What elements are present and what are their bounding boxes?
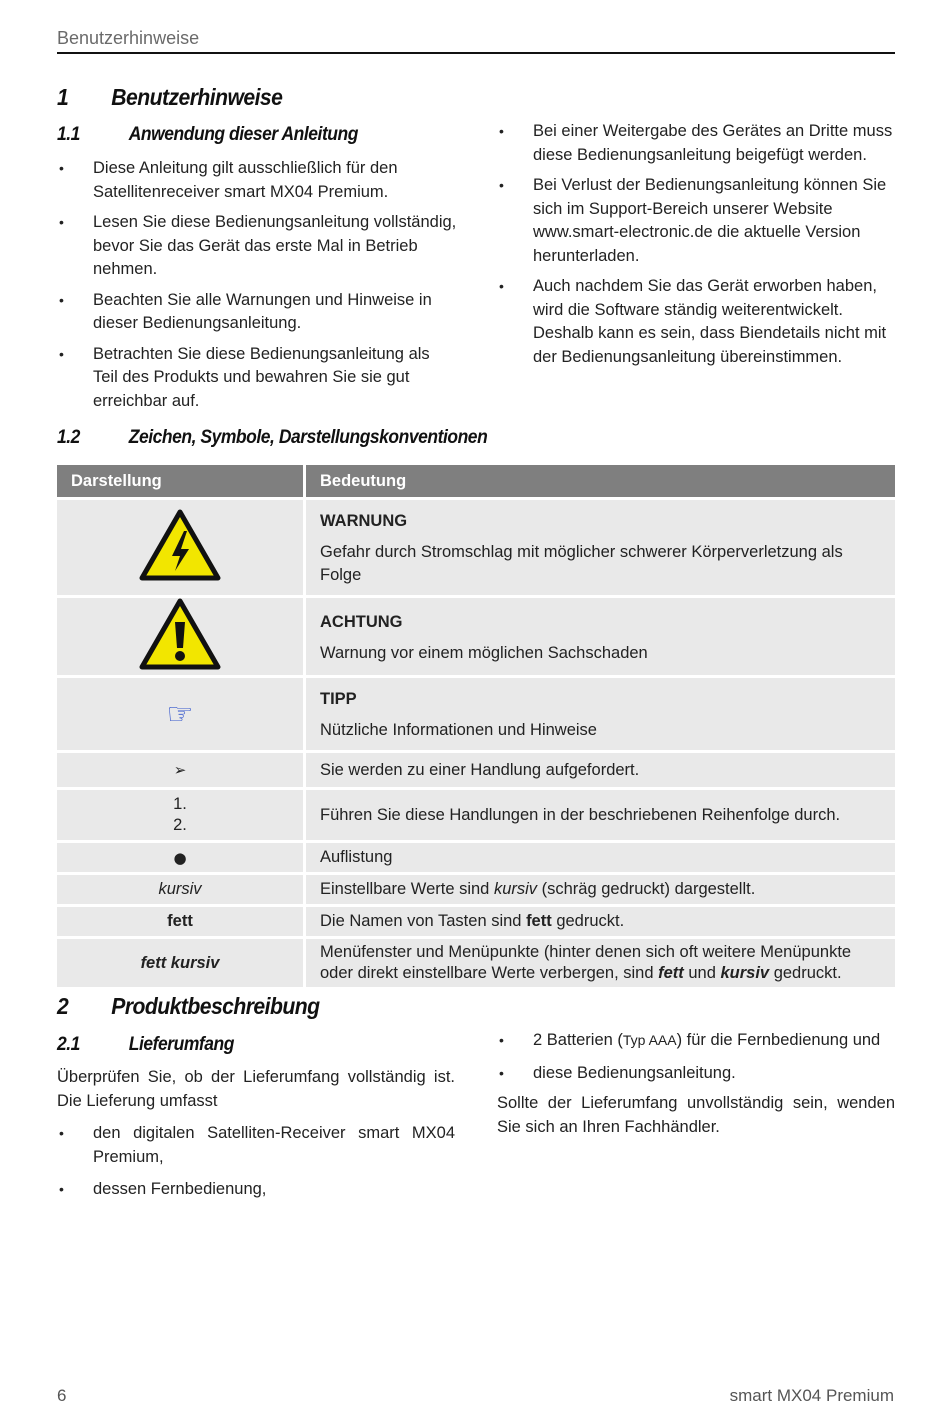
bullet-icon: • <box>59 214 64 230</box>
list-item: • Diese Anleitung gilt ausschließlich für den Satellitenreceiver smart MX04 Premium. <box>59 159 398 201</box>
bold-italic-meaning-cell: Menüfenster und Menüpunkte (hinter denen sich oft weitere Menüpunkte oder direkt einstellbare Werte verbergen, sind fett und kursiv gedruckt. <box>303 936 895 987</box>
caution-symbol-cell <box>57 595 303 675</box>
section-1-1-right-column <box>497 120 895 376</box>
section-1-1-heading <box>57 124 358 146</box>
table-header-row <box>57 465 895 497</box>
bold-symbol-cell: fett <box>57 904 303 936</box>
list-item: • 2 Batterien (Typ AAA) für die Fernbedienung und <box>497 1029 895 1053</box>
section-2-1-heading <box>57 1034 234 1056</box>
table-row <box>57 936 895 987</box>
delivery-bullet-list-left <box>57 1122 455 1202</box>
section-2-title: Produktbeschreibung <box>111 993 320 1019</box>
list-item: • diese Bedienungsanleitung. <box>497 1062 895 1086</box>
section-1-1-number: 1.1 <box>57 124 80 145</box>
section-1-title: Benutzerhinweise <box>111 84 283 110</box>
list-symbol-cell <box>57 840 303 872</box>
section-2-1-number: 2.1 <box>57 1034 80 1055</box>
section-2-1-left-column <box>57 1066 455 1209</box>
table-row <box>57 840 895 872</box>
list-item: • dessen Fernbedienung, <box>57 1178 455 1202</box>
bullet-icon: • <box>59 1181 64 1197</box>
section-1-2-heading <box>57 427 487 449</box>
list-item: • Auch nachdem Sie das Gerät erworben haben, wird die Software ständig weiterentwickelt. Deshalb kann es sein, dass Biendetails nicht mit der Bedienungsanleitung übereinstimmen. <box>499 277 887 366</box>
bullet-icon: • <box>499 1032 504 1048</box>
list-item: • Betrachten Sie diese Bedienungsanleitung als Teil des Produkts und bewahren Sie sie gut erreichbar auf. <box>59 344 430 410</box>
bullet-icon: • <box>59 1125 64 1141</box>
action-text: Sie werden zu einer Handlung aufgefordert. <box>303 750 895 787</box>
section-2-number: 2 <box>57 993 69 1019</box>
sequence-symbol-cell <box>57 787 303 840</box>
table-row <box>57 750 895 787</box>
table-row <box>57 675 895 750</box>
list-item: • Bei Verlust der Bedienungsanleitung können Sie sich im Support-Bereich unserer Website www.smart-electronic.de die aktuelle Version herunterladen. <box>499 176 887 265</box>
italic-meaning-cell: Einstellbare Werte sind kursiv (schräg gedruckt) dargestellt. <box>303 872 895 904</box>
page-number: 6 <box>57 1386 67 1405</box>
caution-text: Warnung vor einem möglichen Sachschaden <box>320 643 648 662</box>
sequence-number-1: 1. <box>173 795 187 813</box>
filled-circle-icon: ● <box>173 849 187 867</box>
warning-text: Gefahr durch Stromschlag mit möglicher schwerer Körperverletzung als Folge <box>320 543 843 584</box>
section-1-number: 1 <box>57 84 69 110</box>
warning-meaning-cell <box>303 497 895 595</box>
bold-meaning-cell: Die Namen von Tasten sind fett gedruckt. <box>303 904 895 936</box>
list-item: • Beachten Sie alle Warnungen und Hinweise in dieser Bedienungsanleitung. <box>59 290 432 332</box>
warning-title: WARNUNG <box>320 512 408 530</box>
tip-title: TIPP <box>320 690 357 708</box>
warning-symbol-cell <box>57 497 303 595</box>
bold-italic-symbol-cell: fett kursiv <box>57 936 303 987</box>
caution-meaning-cell <box>303 595 895 675</box>
delivery-closing: Sollte der Lieferumfang unvollständig sein, wenden Sie sich an Ihren Fachhändler. <box>497 1094 895 1136</box>
section-2-heading <box>57 993 319 1020</box>
product-name: smart MX04 Premium <box>729 1386 894 1405</box>
table-row <box>57 787 895 840</box>
action-symbol-cell <box>57 750 303 787</box>
section-1-heading <box>57 84 282 111</box>
caution-title: ACHTUNG <box>320 612 403 631</box>
section-2-1-title: Lieferumfang <box>128 1034 234 1055</box>
table-row <box>57 497 895 595</box>
italic-symbol-cell: kursiv <box>57 872 303 904</box>
section-1-2-title: Zeichen, Symbole, Darstellungskonventionen <box>128 427 488 448</box>
bullet-icon: • <box>59 160 64 176</box>
bullet-icon: • <box>59 345 64 362</box>
section-1-1-left-column <box>57 157 457 420</box>
caution-exclamation-icon <box>139 598 221 670</box>
running-header: Benutzerhinweise <box>57 28 895 54</box>
bullet-icon: • <box>499 177 504 193</box>
usage-bullet-list-left <box>57 157 457 413</box>
tip-text: Nützliche Informationen und Hinweise <box>320 721 597 739</box>
bullet-icon: • <box>499 278 504 294</box>
table-row <box>57 872 895 904</box>
list-item: • den digitalen Satelliten-Receiver smart MX04 Premium, <box>59 1124 455 1166</box>
column-header-representation: Darstellung <box>57 465 303 497</box>
delivery-intro: Überprüfen Sie, ob der Lieferumfang vollständig ist. Die Lieferung umfasst <box>57 1068 455 1110</box>
conventions-table <box>57 465 895 987</box>
list-item: • Bei einer Weitergabe des Gerätes an Dritte muss diese Bedienungsanleitung beigefügt werden. <box>499 122 893 164</box>
section-1-2-number: 1.2 <box>57 427 80 448</box>
usage-bullet-list-right <box>497 120 895 369</box>
tip-meaning-cell <box>303 675 895 750</box>
table-row <box>57 904 895 936</box>
bullet-icon: • <box>499 123 504 139</box>
delivery-bullet-list-right <box>497 1029 895 1085</box>
list-text: Auflistung <box>303 840 895 872</box>
bullet-icon: • <box>499 1064 504 1081</box>
pointing-hand-icon: ☞ <box>166 696 194 732</box>
section-1-1-title: Anwendung dieser Anleitung <box>128 124 358 145</box>
tip-symbol-cell <box>57 675 303 750</box>
electric-shock-warning-icon <box>139 509 221 581</box>
arrowhead-icon: ➢ <box>173 760 187 779</box>
list-item: • Lesen Sie diese Bedienungsanleitung vollständig, bevor Sie das Gerät das erste Mal in Betrieb nehmen. <box>59 213 457 278</box>
column-header-meaning: Bedeutung <box>303 465 895 497</box>
bullet-icon: • <box>59 291 64 308</box>
table-row <box>57 595 895 675</box>
section-2-1-right-column <box>497 1029 895 1146</box>
sequence-number-2: 2. <box>173 816 187 834</box>
sequence-text: Führen Sie diese Handlungen in der beschriebenen Reihenfolge durch. <box>303 787 895 840</box>
